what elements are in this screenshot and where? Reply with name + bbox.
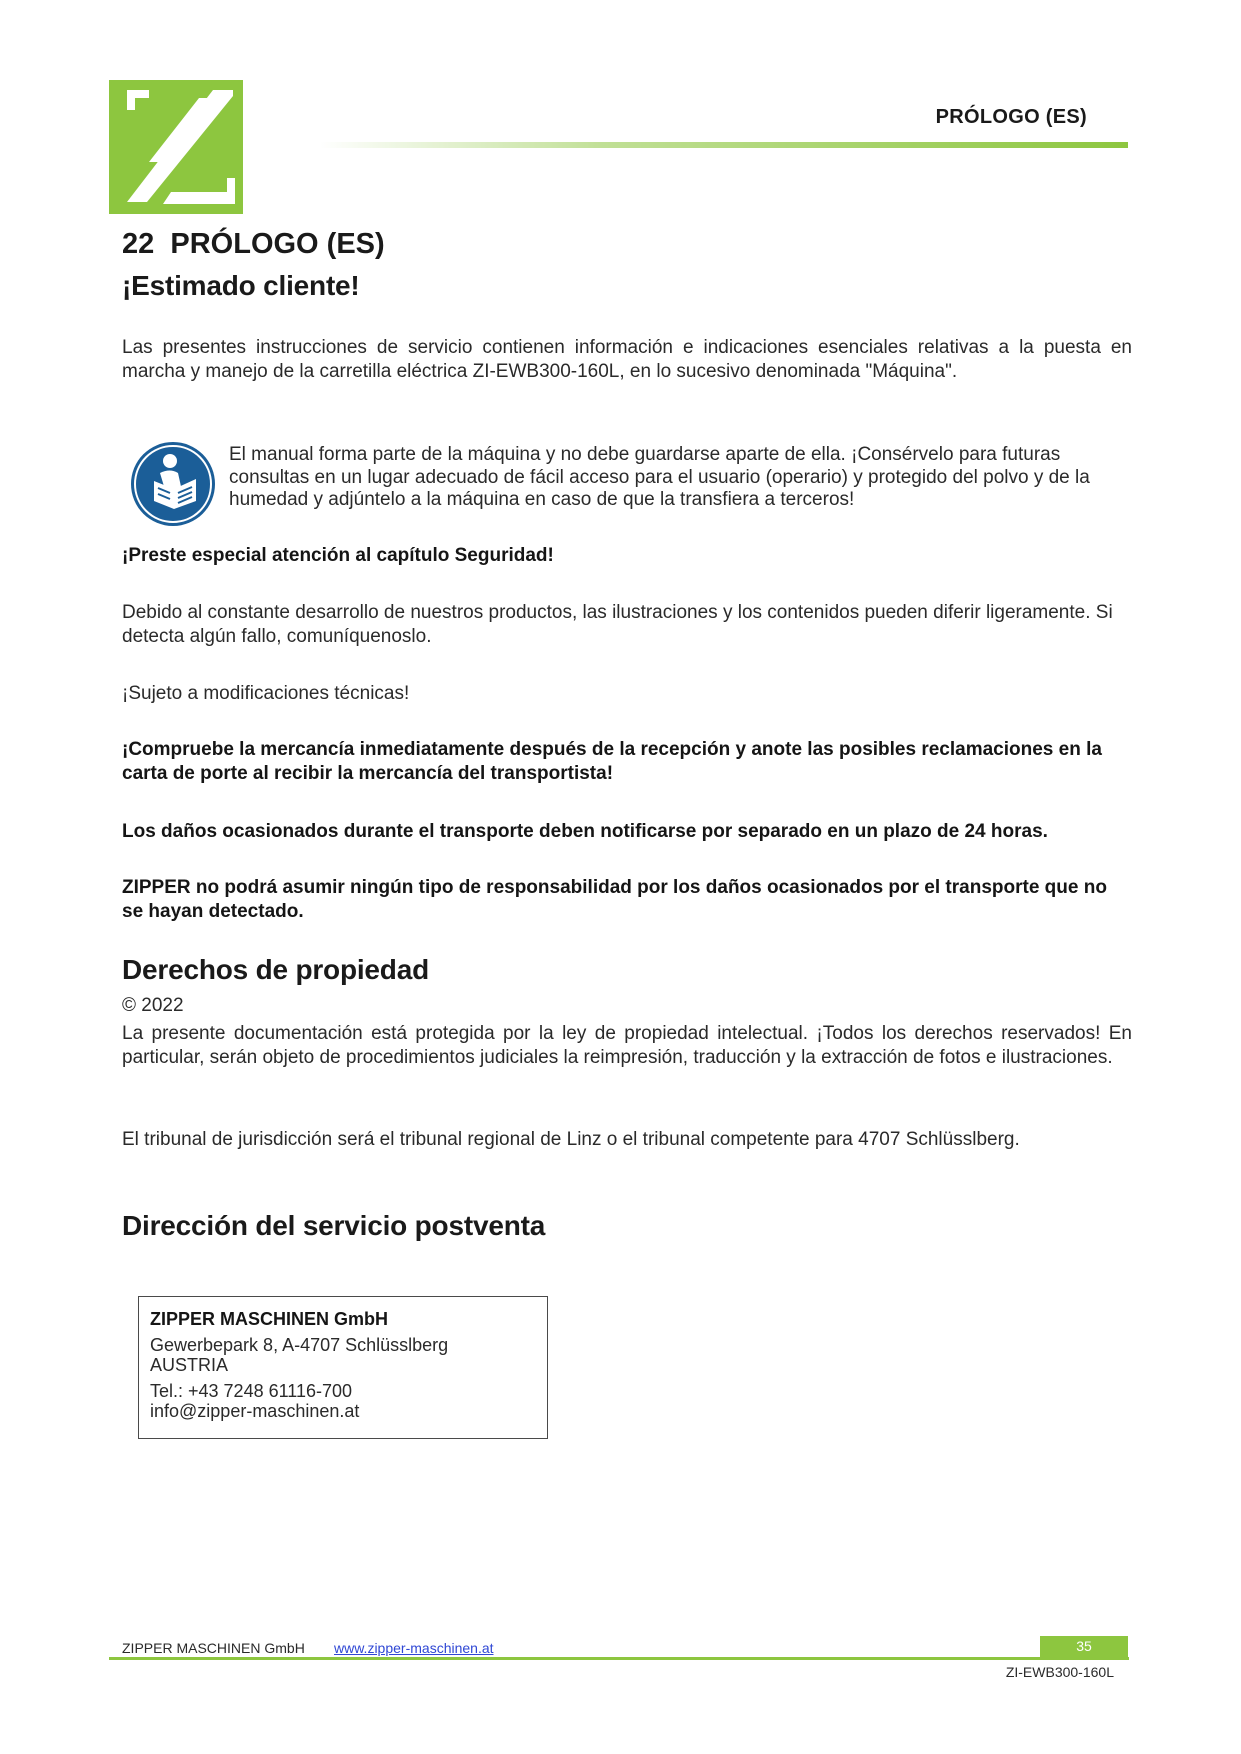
service-heading: Dirección del servicio postventa bbox=[122, 1210, 546, 1241]
safety-note: ¡Preste especial atención al capítulo Seguridad! bbox=[122, 545, 554, 566]
address-country: AUSTRIA bbox=[150, 1355, 229, 1375]
footer-model: ZI-EWB300-160L bbox=[1005, 1664, 1114, 1680]
jurisdiction-paragraph: El tribunal de jurisdicción será el tribunal regional de Linz o el tribunal competente para 4707 Schlüsslberg. bbox=[122, 1129, 1020, 1150]
manual-note: El manual forma parte de la máquina y no debe guardarse aparte de ella. ¡Consérvelo para futuras consultas en un lugar adecuado de fácil acceso para el usuario (operario) y protegido del polvo y de la humedad y adjúntelo a la máquina en caso de que la transfiera a terceros! bbox=[229, 444, 1090, 510]
header-title: PRÓLOGO (ES) bbox=[935, 106, 1087, 128]
page-number: 35 bbox=[1040, 1636, 1128, 1657]
chapter-number: 22 bbox=[122, 228, 155, 260]
address-box bbox=[138, 1296, 548, 1439]
address-phone: Tel.: +43 7248 61116-700 bbox=[150, 1381, 352, 1401]
development-note: Debido al constante desarrollo de nuestros productos, las ilustraciones y los contenidos pueden diferir ligeramente. Si detecta algún fallo, comuníquenoslo. bbox=[122, 602, 1113, 647]
footer-website-link[interactable]: www.zipper-maschinen.at bbox=[334, 1640, 494, 1656]
chapter-title: PRÓLOGO (ES) bbox=[170, 228, 385, 260]
address-email[interactable]: info@zipper-maschinen.at bbox=[150, 1401, 360, 1421]
copyright-year: © 2022 bbox=[122, 995, 184, 1016]
zipper-logo-icon bbox=[109, 80, 243, 214]
transport-damage-note: Los daños ocasionados durante el transporte deben notificarse por separado en un plazo de 24 horas. bbox=[122, 821, 1048, 842]
header-divider bbox=[320, 142, 1128, 148]
property-heading: Derechos de propiedad bbox=[122, 954, 429, 985]
liability-note: ZIPPER no podrá asumir ningún tipo de responsabilidad por los daños ocasionados por el transporte que no se hayan detectado. bbox=[122, 877, 1107, 922]
address-street: Gewerbepark 8, A-4707 Schlüsslberg bbox=[150, 1335, 449, 1355]
footer-divider bbox=[109, 1657, 1129, 1660]
intro-paragraph: Las presentes instrucciones de servicio contienen información e indicaciones esenciales relativas a la puesta en marcha y manejo de la carretilla eléctrica ZI-EWB300-160L, en lo sucesivo denominada "Máquina". bbox=[122, 337, 1132, 382]
property-paragraph: La presente documentación está protegida por la ley de propiedad intelectual. ¡Todos los derechos reservados! En particular, serán objeto de procedimientos judiciales la reimpresión, traducción y la extracción de fotos e ilustraciones. bbox=[122, 1023, 1132, 1068]
greeting-heading: ¡Estimado cliente! bbox=[122, 270, 360, 301]
address-company: ZIPPER MASCHINEN GmbH bbox=[150, 1309, 389, 1329]
footer-company: ZIPPER MASCHINEN GmbH bbox=[122, 1640, 305, 1656]
check-goods-note: ¡Compruebe la mercancía inmediatamente después de la recepción y anote las posibles reclamaciones en la carta de porte al recibir la mercancía del transportista! bbox=[122, 739, 1102, 784]
technical-changes-note: ¡Sujeto a modificaciones técnicas! bbox=[122, 683, 410, 704]
read-manual-icon bbox=[130, 441, 216, 527]
chapter-heading bbox=[122, 228, 385, 261]
